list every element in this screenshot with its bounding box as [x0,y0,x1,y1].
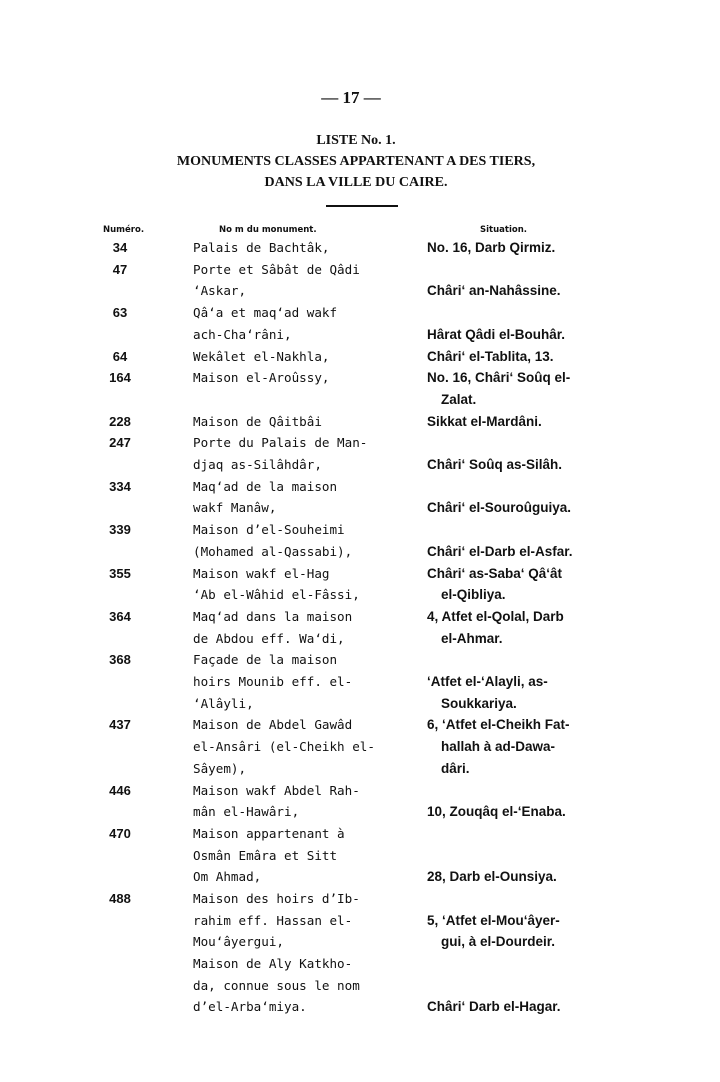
monument-name-line: Om Ahmad, [193,869,262,885]
monument-number: 63 [112,305,128,321]
situation-line: 5, ‘Atfet el-Mou‘âyer- [427,912,560,928]
monument-name-line: wakf Manâw, [193,500,277,516]
monument-name-line: ach-Cha‘râni, [193,326,292,342]
situation-line [427,302,597,324]
situation-line: el-Ahmar. [441,630,503,646]
monument-number: 228 [109,413,131,429]
monument-name [193,953,421,1018]
situation-line: dâri. [441,760,470,776]
monument-name [193,367,421,389]
monument-situation [427,563,597,606]
monument-number: 368 [109,652,131,668]
monument-number: 34 [112,240,128,255]
column-header-numero: Numéro. [103,225,145,235]
monument-name-line: Maq‘ad de la maison [193,478,338,494]
monument-name [193,432,421,475]
situation-line: No. 16, Châri‘ Soûq el- [427,370,571,386]
situation-line [427,953,597,975]
monument-situation [427,714,597,779]
monument-name-line: Maison des hoirs d’Ib- [193,891,360,906]
situation-line: Zalat. [441,391,477,407]
situation-line: Châri‘ Soûq as-Silâh. [427,456,563,472]
monument-number: 64 [112,348,128,364]
monument-name-line: Maison de Aly Katkho- [193,956,353,972]
situation-line [427,519,597,541]
list-subtitle-location: DANS LA VILLE DU CAIRE. [264,175,448,190]
monument-name-line: Porte du Palais de Man- [193,435,368,451]
monument-situation [427,346,597,368]
monument-name [193,780,421,823]
monument-situation [427,432,597,475]
list-subtitle: MONUMENTS CLASSES APPARTENANT A DES TIERS, [176,154,536,169]
monument-name-line: Osmân Emâra et Sitt [193,847,338,863]
monument-name-line: (Mohamed al-Qassabi), [193,543,353,559]
situation-line: Hârat Qâdi el-Bouhâr. [427,326,566,342]
column-header-situation: Situation. [480,225,527,235]
situation-line: 6, ‘Atfet el-Cheikh Fat- [427,717,570,733]
situation-line [427,888,597,910]
monument-name-line: Maq‘ad dans la maison [193,608,353,624]
monument-name-line: ‘Askar, [193,283,247,299]
monument-name [193,519,421,562]
monument-situation [427,606,597,649]
monument-name-line: mân el-Hawâri, [193,804,300,820]
monument-name-line: da, connue sous le nom [193,977,360,993]
monument-name-line: ‘Alâyli, [193,695,254,711]
monument-name [193,563,421,606]
monument-number: 437 [109,717,131,733]
situation-line: Châri‘ el-Darb el-Asfar. [427,543,573,559]
situation-line: Châri‘ an-Nahâssine. [427,283,561,299]
monument-number: 446 [109,782,131,798]
situation-line: No. 16, Darb Qirmiz. [427,240,556,255]
monument-name-line: Maison wakf el-Hag [193,565,330,581]
situation-line: ‘Atfet el-‘Alayli, as- [427,673,548,689]
monument-name-line: de Abdou eff. Wa‘di, [193,630,345,646]
monument-situation [427,259,597,302]
situation-line: gui, à el-Dourdeir. [441,934,556,950]
monument-name-line: el-Ansâri (el-Cheikh el- [193,739,375,755]
monument-name [193,823,421,888]
monument-name-line: Maison de Abdel Gawâd [193,717,353,733]
monument-name-line: d’el-Arba‘miya. [193,999,307,1015]
monument-name-line: Palais de Bachtâk, [193,240,330,255]
situation-line: Sikkat el-Mardâni. [427,413,542,429]
monument-name-line: rahim eff. Hassan el- [193,912,353,928]
monument-name-line: hoirs Mounib eff. el- [193,673,353,689]
monument-name [193,714,421,779]
page-number: — 17 — [321,88,381,107]
situation-line [427,823,597,845]
situation-line: Châri‘ as-Saba‘ Qâ‘ât [427,565,563,581]
monument-name-line: Sâyem), [193,760,247,776]
situation-line [427,476,597,498]
monument-name-line: Mou‘âyergui, [193,934,284,950]
situation-line: 10, Zouqâq el-‘Enaba. [427,804,566,820]
situation-line: Châri‘ el-Tablita, 13. [427,348,554,364]
situation-line [427,780,597,802]
monument-name [193,302,421,345]
monument-situation [427,649,597,714]
monument-name [193,888,421,953]
monument-name-line: Maison appartenant à [193,825,345,841]
monument-situation [427,411,597,433]
list-title: LISTE No. 1. [316,133,396,148]
monument-situation [427,476,597,519]
situation-line [427,975,597,997]
title-divider [326,205,398,207]
monument-situation [427,823,597,888]
monument-number: 470 [109,825,131,841]
monument-name [193,606,421,649]
situation-line: el-Qibliya. [441,587,506,603]
monument-situation [427,302,597,345]
situation-line: 28, Darb el-Ounsiya. [427,869,557,885]
monument-number: 339 [109,522,131,538]
situation-line [427,259,597,281]
situation-line: Châri‘ el-Souroûguiya. [427,500,572,516]
monument-situation [427,780,597,823]
monument-name-line: Façade de la maison [193,652,338,668]
monument-name-line: djaq as-Silâhdâr, [193,456,322,472]
monument-number: 334 [109,478,131,494]
monument-name-line: Maison d’el-Souheimi [193,522,345,538]
monument-name [193,411,421,433]
monument-name [193,649,421,714]
monument-situation [427,888,597,953]
situation-line: hallah à ad-Dawa- [441,739,556,755]
monument-situation [427,519,597,562]
situation-line [427,432,597,454]
monument-name-line: Maison wakf Abdel Rah- [193,782,360,798]
monument-number: 247 [109,435,131,451]
situation-line: 4, Atfet el-Qolal, Darb [427,608,564,624]
monument-situation [427,367,597,410]
situation-line [427,649,597,671]
monument-name-line: ‘Ab el-Wâhid el-Fâssi, [193,587,360,603]
monument-number: 355 [109,565,131,581]
situation-line: Châri‘ Darb el-Hagar. [427,999,561,1015]
monument-number: 488 [109,891,131,906]
monument-situation [427,237,597,259]
monument-name-line: Porte et Sâbât de Qâdi [193,261,360,277]
monument-number: 47 [112,261,128,277]
monument-name-line: Wekâlet el-Nakhla, [193,348,330,364]
monument-name [193,259,421,302]
monument-situation [427,953,597,1018]
situation-line [427,845,597,867]
monument-number: 364 [109,608,131,624]
situation-line: Soukkariya. [441,695,517,711]
monument-name [193,237,421,259]
monument-name-line: Qâ‘a et maq‘ad wakf [193,305,338,321]
monument-number: 164 [109,370,131,386]
monument-name-line: Maison el-Aroûssy, [193,370,330,386]
monument-name [193,476,421,519]
column-header-monument: No m du monument. [219,225,317,235]
monument-name [193,346,421,368]
monument-name-line: Maison de Qâitbâi [193,413,322,429]
